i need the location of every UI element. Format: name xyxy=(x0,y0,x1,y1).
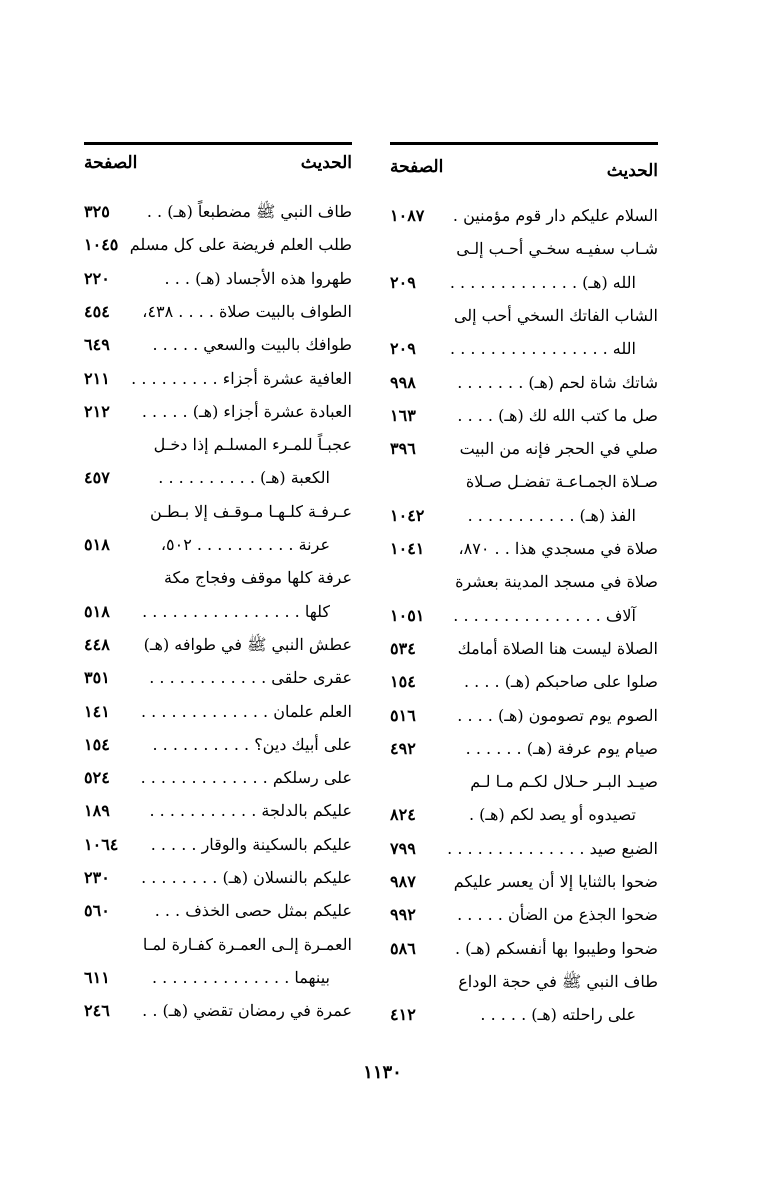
entry-page: ٢١١ xyxy=(84,368,110,388)
index-entry xyxy=(84,661,352,694)
entry-text: على راحلته (هـ) . . . . . xyxy=(480,1005,636,1025)
entry-text: الشاب الفاتك السخي أحب إلى xyxy=(453,305,658,325)
entry-text: طاف النبي ﷺ في حجة الوداع xyxy=(458,971,658,991)
header-page: الصفحة xyxy=(390,157,444,177)
index-entry xyxy=(390,432,658,465)
entry-text: الكعبة (هـ) . . . . . . . . . . xyxy=(158,468,330,488)
entry-text: عطش النبي ﷺ في طوافه (هـ) xyxy=(143,634,352,654)
entry-page: ١٠٤٥ xyxy=(84,235,119,255)
entry-page: ٩٨٧ xyxy=(390,872,416,891)
entry-page: ٥١٦ xyxy=(390,705,416,725)
entry-page: ٦١١ xyxy=(84,967,110,987)
header-hadith: الحديث xyxy=(300,153,352,173)
entry-text: عليكم بالسكينة والوقار . . . . . xyxy=(150,834,352,854)
entry-page: ٧٩٩ xyxy=(390,838,416,858)
entry-text: عمرة في رمضان تقضي (هـ) . . xyxy=(142,1001,352,1021)
entry-page: ٥٨٦ xyxy=(390,938,416,958)
entry-page: ٥٦٠ xyxy=(84,901,110,921)
entry-text: كلها . . . . . . . . . . . . . . . . xyxy=(142,601,330,621)
column-header xyxy=(84,145,352,183)
page-number: ١١٣٠ xyxy=(363,1062,402,1083)
entry-text: صـلاة الجمـاعـة تفضـل صـلاة xyxy=(465,472,658,492)
index-entry xyxy=(390,599,658,632)
entry-text: طهروا هذه الأجساد (هـ) . . . xyxy=(164,268,352,288)
index-entry xyxy=(390,998,658,1031)
entry-page: ١٠٤٢ xyxy=(390,505,425,525)
entry-text: الصلاة ليست هنا الصلاة أمامك xyxy=(457,638,658,658)
entry-text: صيام يوم عرفة (هـ) . . . . . . xyxy=(465,738,658,758)
entry-text: صيـد البـر حـلال لكـم مـا لـم xyxy=(470,772,658,792)
index-entry xyxy=(390,332,658,365)
index-entry xyxy=(84,861,352,894)
index-entry xyxy=(390,199,658,232)
entry-text: عليكم بالدلجة . . . . . . . . . . . xyxy=(149,801,352,821)
index-entry xyxy=(390,266,658,299)
entry-text: عـرفـة كلـهـا مـوقـف إلا بـطـن xyxy=(150,501,352,521)
entry-text: شـاب سفيـه سخـي أحـب إلـى xyxy=(456,239,658,259)
index-entry xyxy=(84,728,352,761)
entry-page: ١٠٥١ xyxy=(390,605,425,625)
entry-text: العمـرة إلـى العمـرة كفـارة لمـا xyxy=(142,934,352,954)
index-entry xyxy=(84,262,352,295)
index-entry xyxy=(390,499,658,532)
index-entry xyxy=(84,461,352,494)
entry-page: ٤٥٤ xyxy=(84,301,110,321)
index-entry xyxy=(390,366,658,399)
index-entry xyxy=(390,832,658,865)
entry-text: عليكم بمثل حصى الخذف . . . xyxy=(154,901,352,921)
entry-page: ٥١٨ xyxy=(84,601,110,621)
entry-page: ٤٤٨ xyxy=(84,634,110,654)
index-entry xyxy=(390,865,658,898)
entry-text: السلام عليكم دار قوم مؤمنين . xyxy=(452,206,658,225)
entry-page: ٥٣٤ xyxy=(390,638,416,658)
index-entry xyxy=(390,932,658,965)
index-entry xyxy=(84,928,352,961)
entry-text: طوافك بالبيت والسعي . . . . . xyxy=(152,335,352,355)
index-entry xyxy=(390,632,658,665)
entry-page: ٩٩٨ xyxy=(390,372,416,392)
index-entry xyxy=(84,228,352,261)
index-entry xyxy=(390,465,658,498)
entry-page: ١٥٤ xyxy=(390,672,416,692)
entry-text: العافية عشرة أجزاء . . . . . . . . . xyxy=(131,368,352,388)
index-entry xyxy=(84,628,352,661)
entry-text: الطواف بالبيت صلاة . . . . ٤٣٨، xyxy=(142,301,352,321)
entry-page: ١٥٤ xyxy=(84,734,110,754)
entry-text: العبادة عشرة أجزاء (هـ) . . . . . xyxy=(141,401,352,421)
entry-page: ٢٠٩ xyxy=(390,339,416,359)
entry-page: ٤١٢ xyxy=(390,1005,416,1025)
entry-page: ١٠٨٧ xyxy=(390,206,425,225)
entry-page: ٥١٨ xyxy=(84,535,110,554)
entry-text: طلب العلم فريضة على كل مسلم xyxy=(129,235,352,255)
entry-page: ١٤١ xyxy=(84,701,110,721)
entry-text: عقرى حلقى . . . . . . . . . . . . xyxy=(149,668,352,688)
entry-text: بينهما . . . . . . . . . . . . . . xyxy=(151,967,330,987)
index-entry xyxy=(390,798,658,831)
entry-text: على رسلكم . . . . . . . . . . . . . xyxy=(140,768,352,788)
entry-page: ٢٢٠ xyxy=(84,268,110,288)
entry-text: عرفة كلها موقف وفجاج مكة xyxy=(163,568,352,588)
index-entry xyxy=(84,695,352,728)
entry-page: ١٦٣ xyxy=(390,405,416,425)
entry-page: ٤٥٧ xyxy=(84,468,110,488)
index-entry xyxy=(84,295,352,328)
entry-page: ٣٩٦ xyxy=(390,439,416,459)
entry-text: الله (هـ) . . . . . . . . . . . . . xyxy=(449,272,636,292)
entry-text: العلم علمان . . . . . . . . . . . . . xyxy=(140,701,352,721)
index-entry xyxy=(390,965,658,998)
entry-text: ضحوا وطيبوا بها أنفسكم (هـ) . xyxy=(454,938,658,958)
index-entry xyxy=(390,732,658,765)
entry-page: ٤٩٢ xyxy=(390,738,416,758)
index-entry xyxy=(390,898,658,931)
entry-text: آلاف . . . . . . . . . . . . . . . xyxy=(453,605,636,625)
index-entry xyxy=(84,828,352,861)
index-entry xyxy=(84,528,352,561)
entry-text: الله . . . . . . . . . . . . . . . . xyxy=(450,339,636,359)
entry-page: ٥٢٤ xyxy=(84,768,110,788)
index-entry xyxy=(84,428,352,461)
entry-text: الصوم يوم تصومون (هـ) . . . . xyxy=(457,705,658,725)
index-entry xyxy=(84,395,352,428)
entry-page: ٢١٢ xyxy=(84,401,110,421)
index-entry xyxy=(390,232,658,265)
entry-page: ٩٩٢ xyxy=(390,905,416,925)
index-entry xyxy=(84,595,352,628)
index-entry xyxy=(84,994,352,1027)
index-entry xyxy=(84,561,352,594)
entry-page: ٣٢٥ xyxy=(84,202,110,221)
entry-text: صلوا على صاحبكم (هـ) . . . . xyxy=(464,672,658,692)
entry-page: ٣٥١ xyxy=(84,668,110,688)
entry-page: ١٠٦٤ xyxy=(84,834,119,854)
index-entry xyxy=(84,328,352,361)
entry-text: ضحوا بالثنايا إلا أن يعسر عليكم xyxy=(453,872,658,891)
entry-page: ١٠٤١ xyxy=(390,539,425,558)
entry-text: على أبيك دين؟ . . . . . . . . . . xyxy=(152,734,352,754)
index-entry xyxy=(84,761,352,794)
entry-text: صلاة في مسجد المدينة بعشرة xyxy=(455,572,658,592)
entry-page: ١٨٩ xyxy=(84,801,110,821)
index-entry xyxy=(390,765,658,798)
index-entry xyxy=(84,195,352,228)
index-entry xyxy=(84,961,352,994)
entry-text: تصيدوه أو يصد لكم (هـ) . xyxy=(468,805,636,825)
index-entry xyxy=(84,362,352,395)
index-entry xyxy=(84,495,352,528)
entry-text: صل ما كتب الله لك (هـ) . . . . xyxy=(457,405,658,425)
entry-page: ٨٢٤ xyxy=(390,805,416,825)
index-entry xyxy=(390,532,658,565)
index-column-left xyxy=(84,142,352,1021)
entry-text: عرنة . . . . . . . . . . ٥٠٢، xyxy=(160,535,330,554)
entry-text: الضبع صيد . . . . . . . . . . . . . . xyxy=(447,838,658,858)
entry-page: ٢٣٠ xyxy=(84,868,110,887)
index-entry xyxy=(390,399,658,432)
entry-text: ضحوا الجذع من الضأن . . . . . xyxy=(457,905,658,925)
index-entry xyxy=(390,665,658,698)
column-header xyxy=(390,145,658,183)
entry-text: عجبـاً للمـرء المسلـم إذا دخـل xyxy=(153,435,352,455)
entry-page: ٢٤٦ xyxy=(84,1001,110,1021)
index-entry xyxy=(84,894,352,927)
entry-text: شاتك شاة لحم (هـ) . . . . . . . xyxy=(457,372,658,392)
entry-text: صلي في الحجر فإنه من البيت xyxy=(459,439,658,459)
entry-page: ٦٤٩ xyxy=(84,335,110,355)
entry-text: طاف النبي ﷺ مضطبعاً (هـ) . . xyxy=(146,202,352,221)
index-entry xyxy=(84,794,352,827)
entry-page: ٢٠٩ xyxy=(390,272,416,292)
index-entry xyxy=(390,299,658,332)
header-page: الصفحة xyxy=(84,153,138,173)
entry-text: عليكم بالنسلان (هـ) . . . . . . . . xyxy=(141,868,352,887)
entry-text: صلاة في مسجدي هذا . . ٨٧٠، xyxy=(458,539,658,558)
index-entry xyxy=(390,699,658,732)
index-column-right xyxy=(390,142,658,1025)
entry-text: الفذ (هـ) . . . . . . . . . . . xyxy=(467,505,636,525)
index-entry xyxy=(390,565,658,598)
header-hadith: الحديث xyxy=(606,161,658,181)
